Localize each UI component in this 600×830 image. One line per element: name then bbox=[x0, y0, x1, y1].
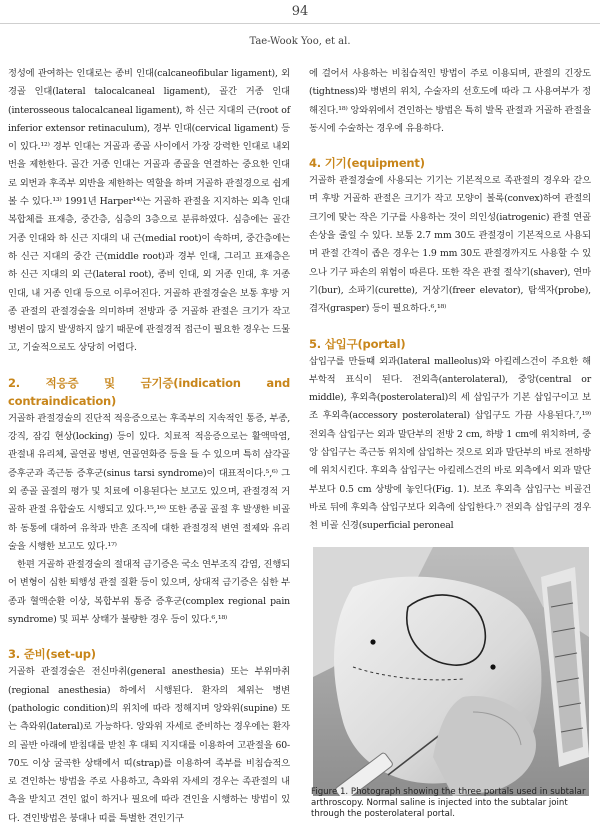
right-column bbox=[309, 65, 591, 536]
section-3-heading: 3. 준비(set-up) bbox=[8, 647, 96, 662]
section-2-heading: 2. 적응증 및 금기증(indication and contraindication) bbox=[8, 375, 290, 408]
section-4-paragraph: 거골하 관절경술에 사용되는 기기는 기본적으로 족관절의 경우와 같으며 후방 거골하 관절은 크기가 작고 모양이 볼록(convex)하여 관절의 크기에 맞는 작은 기구를 사용하는 것이 의인성(iatrogenic) 관절 연골 손상을 줄일 수 있다. 보통 2.7 mm 30도 관절경이 기본적으로 사용되며 관절 간격이 좁은 경우는 1.9 mm 30도 관절경까지도 사용할 수 있으나 기구 파손의 위험이 따른다. 또한 작은 관절 절삭기(shaver), 연마기(bur), 소파기(curette), 거상기(freer elevator), 탐색자(probe), 겸자(grasper) 등이 필요하다.⁶,¹⁸⁾ bbox=[309, 175, 591, 315]
section-2-paragraph-1: 거골하 관절경술의 진단적 적응증으로는 후족부의 지속적인 통증, 부종, 강직, 잠김 현상(locking) 등이 있다. 치료적 적응증으로는 활액막염, 관절내 유리체, 골연골 병변, 연골연화증 등을 들 수 있으며 특히 삼각골 증후군과 족근동 증후군(sinus tarsi syndrome)이 대표적이다.⁵,⁶⁾ 그 외 종골 골절의 평가 및 치료에 이용된다는 보고도 있으며, 관절경적 거골하 관절 유합술도 시행되고 있다.¹⁵,¹⁶⁾ 또한 종골 골절 후 발생한 비골하 동통에 대하여 유착과 반흔 조직에 대한 관절경적 변연 절제와 유리술을 시행한 보고도 있다.¹⁷⁾ bbox=[8, 412, 290, 552]
section-4-heading: 4. 기기(equipment) bbox=[309, 156, 425, 171]
figure-caption bbox=[311, 787, 593, 821]
page-number: 94 bbox=[291, 4, 309, 19]
section-3-paragraph: 거골하 관절경술은 전신마취(general anesthesia) 또는 부위마취(regional anesthesia) 하에서 시행된다. 환자의 체위는 병변(pathologic condition)의 위치에 따라 정해지며 앙와위(supine) 또는 측와위(lateral)로 가능하다. 앙와위 자세로 준비하는 경우에는 환자의 골반 아래에 받침대를 받친 후 대퇴 지지대를 이용하여 고관절을 60-70도 이상 굴곡한 상태에서 띠(strap)를 이용하여 족부를 비침습적으로 견인하는 방법을 주로 사용하고, 측와위 자세의 경우는 족관절의 내측을 받치고 견인 없이 하거나 필요에 따라 견인을 시행하는 방법이 있다. 견인방법은 붕대나 띠를 특별한 견인기구 bbox=[8, 666, 290, 824]
figure-caption-text: Photograph showing the three portals used in subtalar arthroscopy. Normal saline is injected into the subtalar joint through the posterolateral portal. bbox=[311, 787, 586, 820]
header-rule bbox=[0, 23, 600, 24]
section-2-paragraph-2: 한편 거골하 관절경술의 절대적 금기증은 국소 연부조직 감염, 진행되어 변형이 심한 퇴행성 관절 질환 등이 있으며, 상대적 금기증은 심한 부종과 혈액순환 이상, 복합부위 통증 증후군(complex regional pain syndrome) 및 피부 상태가 불량한 경우 등이 있다.⁶,¹⁸⁾ bbox=[8, 559, 290, 626]
section-5-heading: 5. 삽입구(portal) bbox=[309, 336, 406, 351]
intro-paragraph: 정성에 관여하는 인대로는 종비 인대(calcaneofibular ligament), 외경골 인대(lateral talocalcaneal ligament), 골간 거종 인대(interosseous talocalcaneal ligament), 하 신근 지대의 근(root of inferior extensor retinaculum), 경부 인대(cervical ligament) 등이 있다.¹²⁾ 경부 인대는 거골과 종골 사이에서 가장 강력한 인대로 내외번을 제한한다. 골간 거종 인대는 거골과 종골을 연결하는 중요한 인대로 외번과 후족부 외반을 제한하는 역할을 하며 거골하 관절경으로 쉽게 볼 수 있다.¹³⁾ 1991년 Harper¹⁴⁾는 거골하 관절을 지지하는 외측 인대 복합체를 표재층, 중간층, 심층의 3층으로 분류하였다. 심층에는 골간 거종 인대와 하 신근 지대의 내 근(medial root)이 속하며, 중간층에는 하 신근 지대의 중간 근(middle root)과 경부 인대, 그리고 표재층은 하 신근 지대의 외 근(lateral root), 종비 인대, 외 거종 인대, 후 거종 인대, 내 거종 인대 등으로 이루어진다. 거골하 관절경술은 보통 후방 거종 관절의 관절경술을 의미하며 전방과 중 거골하 관절은 크기가 작고 병변이 많지 발생하지 않기 때문에 관절경적 접근이 필요한 경우는 드물고, 기술적으로도 상당히 어렵다. bbox=[8, 68, 290, 354]
figure-photo bbox=[313, 547, 589, 796]
running-head: Tae-Wook Yoo, et al. bbox=[249, 36, 351, 47]
continued-paragraph: 에 걸어서 사용하는 비침습적인 방법이 주로 이용되며, 관절의 긴장도(tightness)와 병변의 위치, 수술자의 선호도에 따라 그 사용여부가 정해진다.¹⁸⁾ 앙와위에서 견인하는 방법은 특히 발목 관절과 거골하 관절을 동시에 수술하는 경우에 유용하다. bbox=[309, 68, 591, 134]
portal-photo-illustration bbox=[313, 547, 589, 796]
section-5-paragraph: 삽입구를 만들때 외과(lateral malleolus)와 아킬레스건이 주요한 해부학적 표식이 된다. 전외측(anterolateral), 중앙(central or middle), 후외측(posterolateral)의 세 삽입구가 기본 삽입구이고 보조 후외측(accessory posterolateral) 삽입구도 가끔 사용된다.⁷,¹⁹⁾ 전외측 삽입구는 외과 말단부의 전방 2 cm, 하방 1 cm에 위치하며, 중앙 삽입구는 족근동 위치에 삽입하는 것으로 외과 말단부의 바로 전하방에 위치시킨다. 후외측 삽입구는 아킬레스건의 바로 외측에서 외과 말단부보다 0.5 cm 상방에 놓인다(Fig. 1). 보조 후외측 삽입구는 비골건 바로 뒤에 후외측 삽입구보다 외측에 삽입한다.⁷⁾ 전외측 삽입구의 경우 천 비골 신경(superficial peroneal bbox=[309, 355, 591, 532]
left-column bbox=[8, 65, 290, 828]
figure-label: Figure 1. bbox=[311, 787, 349, 797]
